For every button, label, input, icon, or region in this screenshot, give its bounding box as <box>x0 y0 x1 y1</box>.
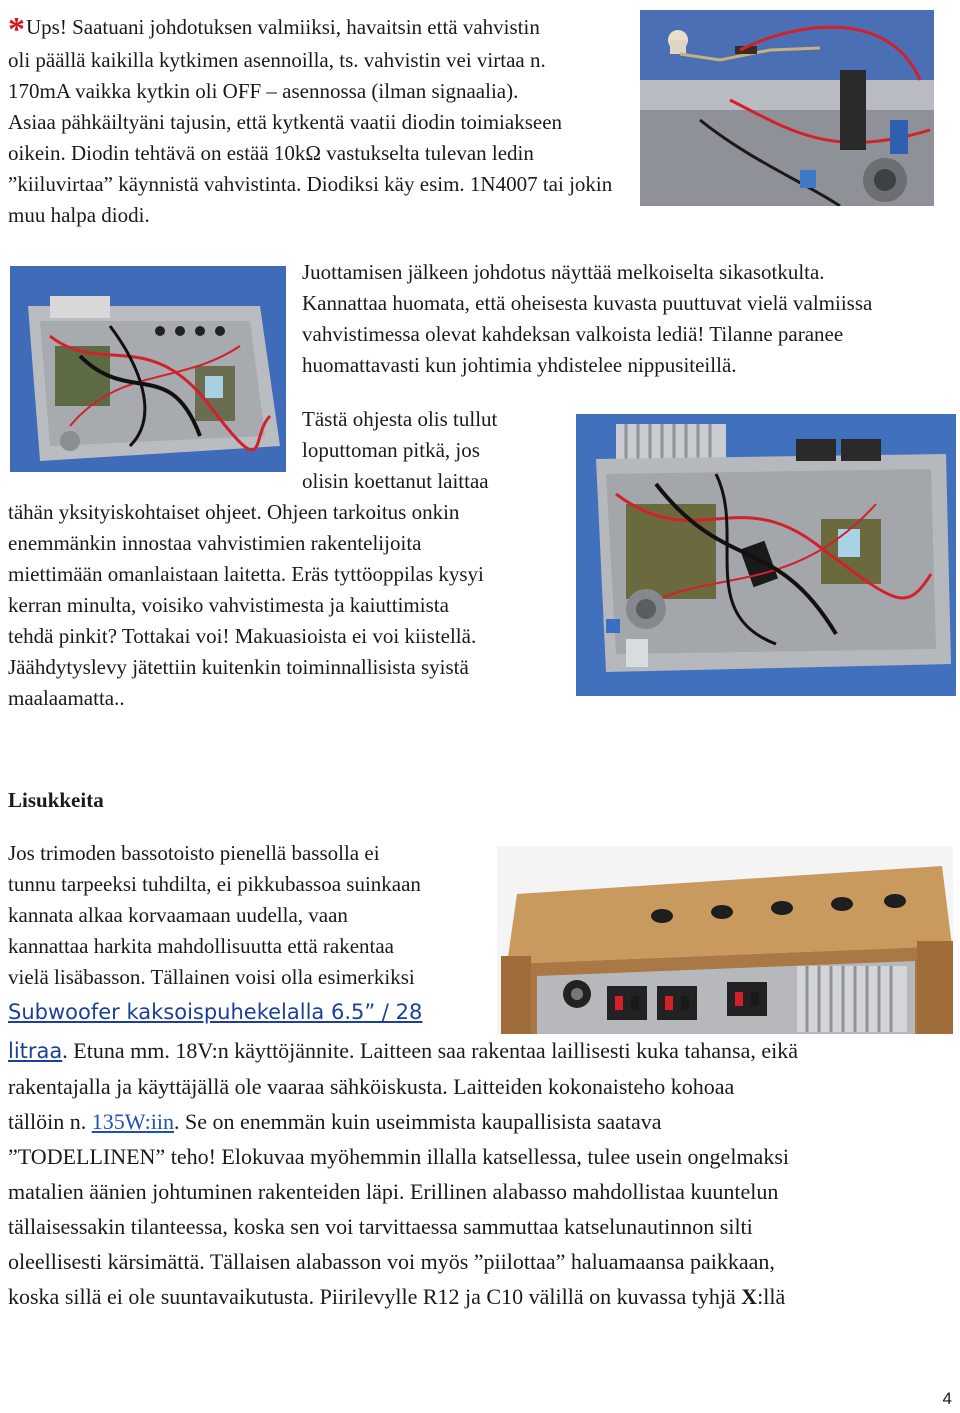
guide-line-2: enemmänkin innostaa vahvistimien rakentelijoita <box>8 531 422 555</box>
intro-line-2: oli päällä kaikilla kytkimen asennoilla, ts. vahvistin vei virtaa n. <box>8 48 546 72</box>
section-line-1: Jos trimoden bassotoisto pienellä bassolla ei <box>8 841 380 865</box>
intro-line-6: ”kiiluvirtaa” käynnistä vahvistinta. Diodiksi käy esim. 1N4007 tai jokin <box>8 172 613 196</box>
guide-line-7: maalaamatta.. <box>8 686 125 710</box>
section-wide-line-3: matalien äänien johtuminen rakenteiden läpi. Erillinen alabasso mahdollistaa kuuntelun <box>8 1179 779 1204</box>
section-link-continue-line: litraa. Etuna mm. 18V:n käyttöjännite. Laitteen saa rakentaa laillisesti kuka tahansa, eikä <box>8 1038 799 1063</box>
wiring-caption <box>302 257 952 381</box>
intro-line-1: *Ups! Saatuani johdotuksen valmiiksi, havaitsin että vahvistin <box>8 11 540 48</box>
subwoofer-amplifier-photo <box>497 846 953 1034</box>
section-line-2: tunnu tarpeeksi tuhdilta, ei pikkubassoa suinkaan <box>8 872 421 896</box>
intro-line-3: 170mA vaikka kytkin oli OFF – asennossa (ilman signaalia). <box>8 79 519 103</box>
guide-short-line-2: loputtoman pitkä, jos <box>302 438 480 462</box>
section-paragraph-wide <box>8 1033 958 1314</box>
amplifier-wiring-photo <box>10 266 286 472</box>
subwoofer-link-part2[interactable]: litraa <box>8 1039 63 1063</box>
section-paragraph-narrow <box>8 838 493 993</box>
caption-line-4: huomattavasti kun johtimia yhdistelee nippusiteillä. <box>302 353 737 377</box>
subwoofer-link-part1[interactable]: Subwoofer kaksoispuhekelalla 6.5” / 28 <box>8 1000 423 1024</box>
intro-line-5: oikein. Diodin tehtävä on estää 10kΩ vastukselta tulevan ledin <box>8 141 534 165</box>
page-number: 4 <box>942 1389 952 1408</box>
section-wide-line-2: ”TODELLINEN” teho! Elokuvaa myöhemmin illalla katsellessa, tulee usein ongelmaksi <box>8 1144 789 1169</box>
guide-line-5: tehdä pinkit? Tottakai voi! Makuasioista ei voi kiistellä. <box>8 624 477 648</box>
caption-line-2: Kannattaa huomata, että oheisesta kuvasta puuttuvat vielä valmiissa <box>302 291 873 315</box>
caption-line-1: Juottamisen jälkeen johdotus näyttää melkoiselta sikasotkulta. <box>302 260 825 284</box>
guide-short-line-1: Tästä ohjesta olis tullut <box>302 407 498 431</box>
intro-line-7: muu halpa diodi. <box>8 203 150 227</box>
guide-line-3: miettimään omanlaistaan laitetta. Eräs tyttöoppilas kysyi <box>8 562 484 586</box>
finished-amplifier-photo <box>576 414 956 696</box>
section-line-3: kannata alkaa korvaamaan uudella, vaan <box>8 903 348 927</box>
intro-line-4: Asiaa pähkäiltyäni tajusin, että kytkentä vaatii diodin toimiakseen <box>8 110 563 134</box>
guide-line-1: tähän yksityiskohtaiset ohjeet. Ohjeen tarkoitus onkin <box>8 500 460 524</box>
guide-text-paragraph <box>8 497 573 714</box>
section-wide-line-5: oleellisesti kärsimättä. Tällaisen alabasson voi myös ”piilottaa” haluamaansa paikkaan, <box>8 1249 775 1274</box>
subwoofer-link-line <box>8 996 422 1031</box>
section-line-5: vielä lisäbasson. Tällainen voisi olla esimerkiksi <box>8 965 415 989</box>
guide-text-short <box>302 404 572 497</box>
guide-line-6: Jäähdytyslevy jätettiin kuitenkin toiminnallisista syistä <box>8 655 469 679</box>
asterisk-icon: * <box>8 11 25 48</box>
section-power-line: tällöin n. 135W:iin. Se on enemmän kuin useimmista kaupallisista saatava <box>8 1109 662 1134</box>
section-wide-line-1: rakentajalla ja käyttäjällä ole vaaraa sähköiskusta. Laitteiden kokonaisteho kohoaa <box>8 1074 735 1099</box>
guide-line-4: kerran minulta, voisiko vahvistimesta ja kaiuttimista <box>8 593 449 617</box>
section-line-4: kannattaa harkita mahdollisuutta että rakentaa <box>8 934 394 958</box>
intro-paragraph <box>8 12 708 231</box>
power-link[interactable]: 135W:iin <box>91 1109 175 1134</box>
section-last-line: koska sillä ei ole suuntavaikutusta. Piirilevylle R12 ja C10 välillä on kuvassa tyhjä X:llä <box>8 1284 786 1309</box>
caption-line-3: vahvistimessa olevat kahdeksan valkoista lediä! Tilanne paranee <box>302 322 844 346</box>
guide-short-line-3: olisin koettanut laittaa <box>302 469 489 493</box>
section-wide-line-4: tällaisessakin tilanteessa, koska sen voi tarvittaessa sammuttaa katselunautinnon silti <box>8 1214 753 1239</box>
section-heading: Lisukkeita <box>8 788 104 812</box>
